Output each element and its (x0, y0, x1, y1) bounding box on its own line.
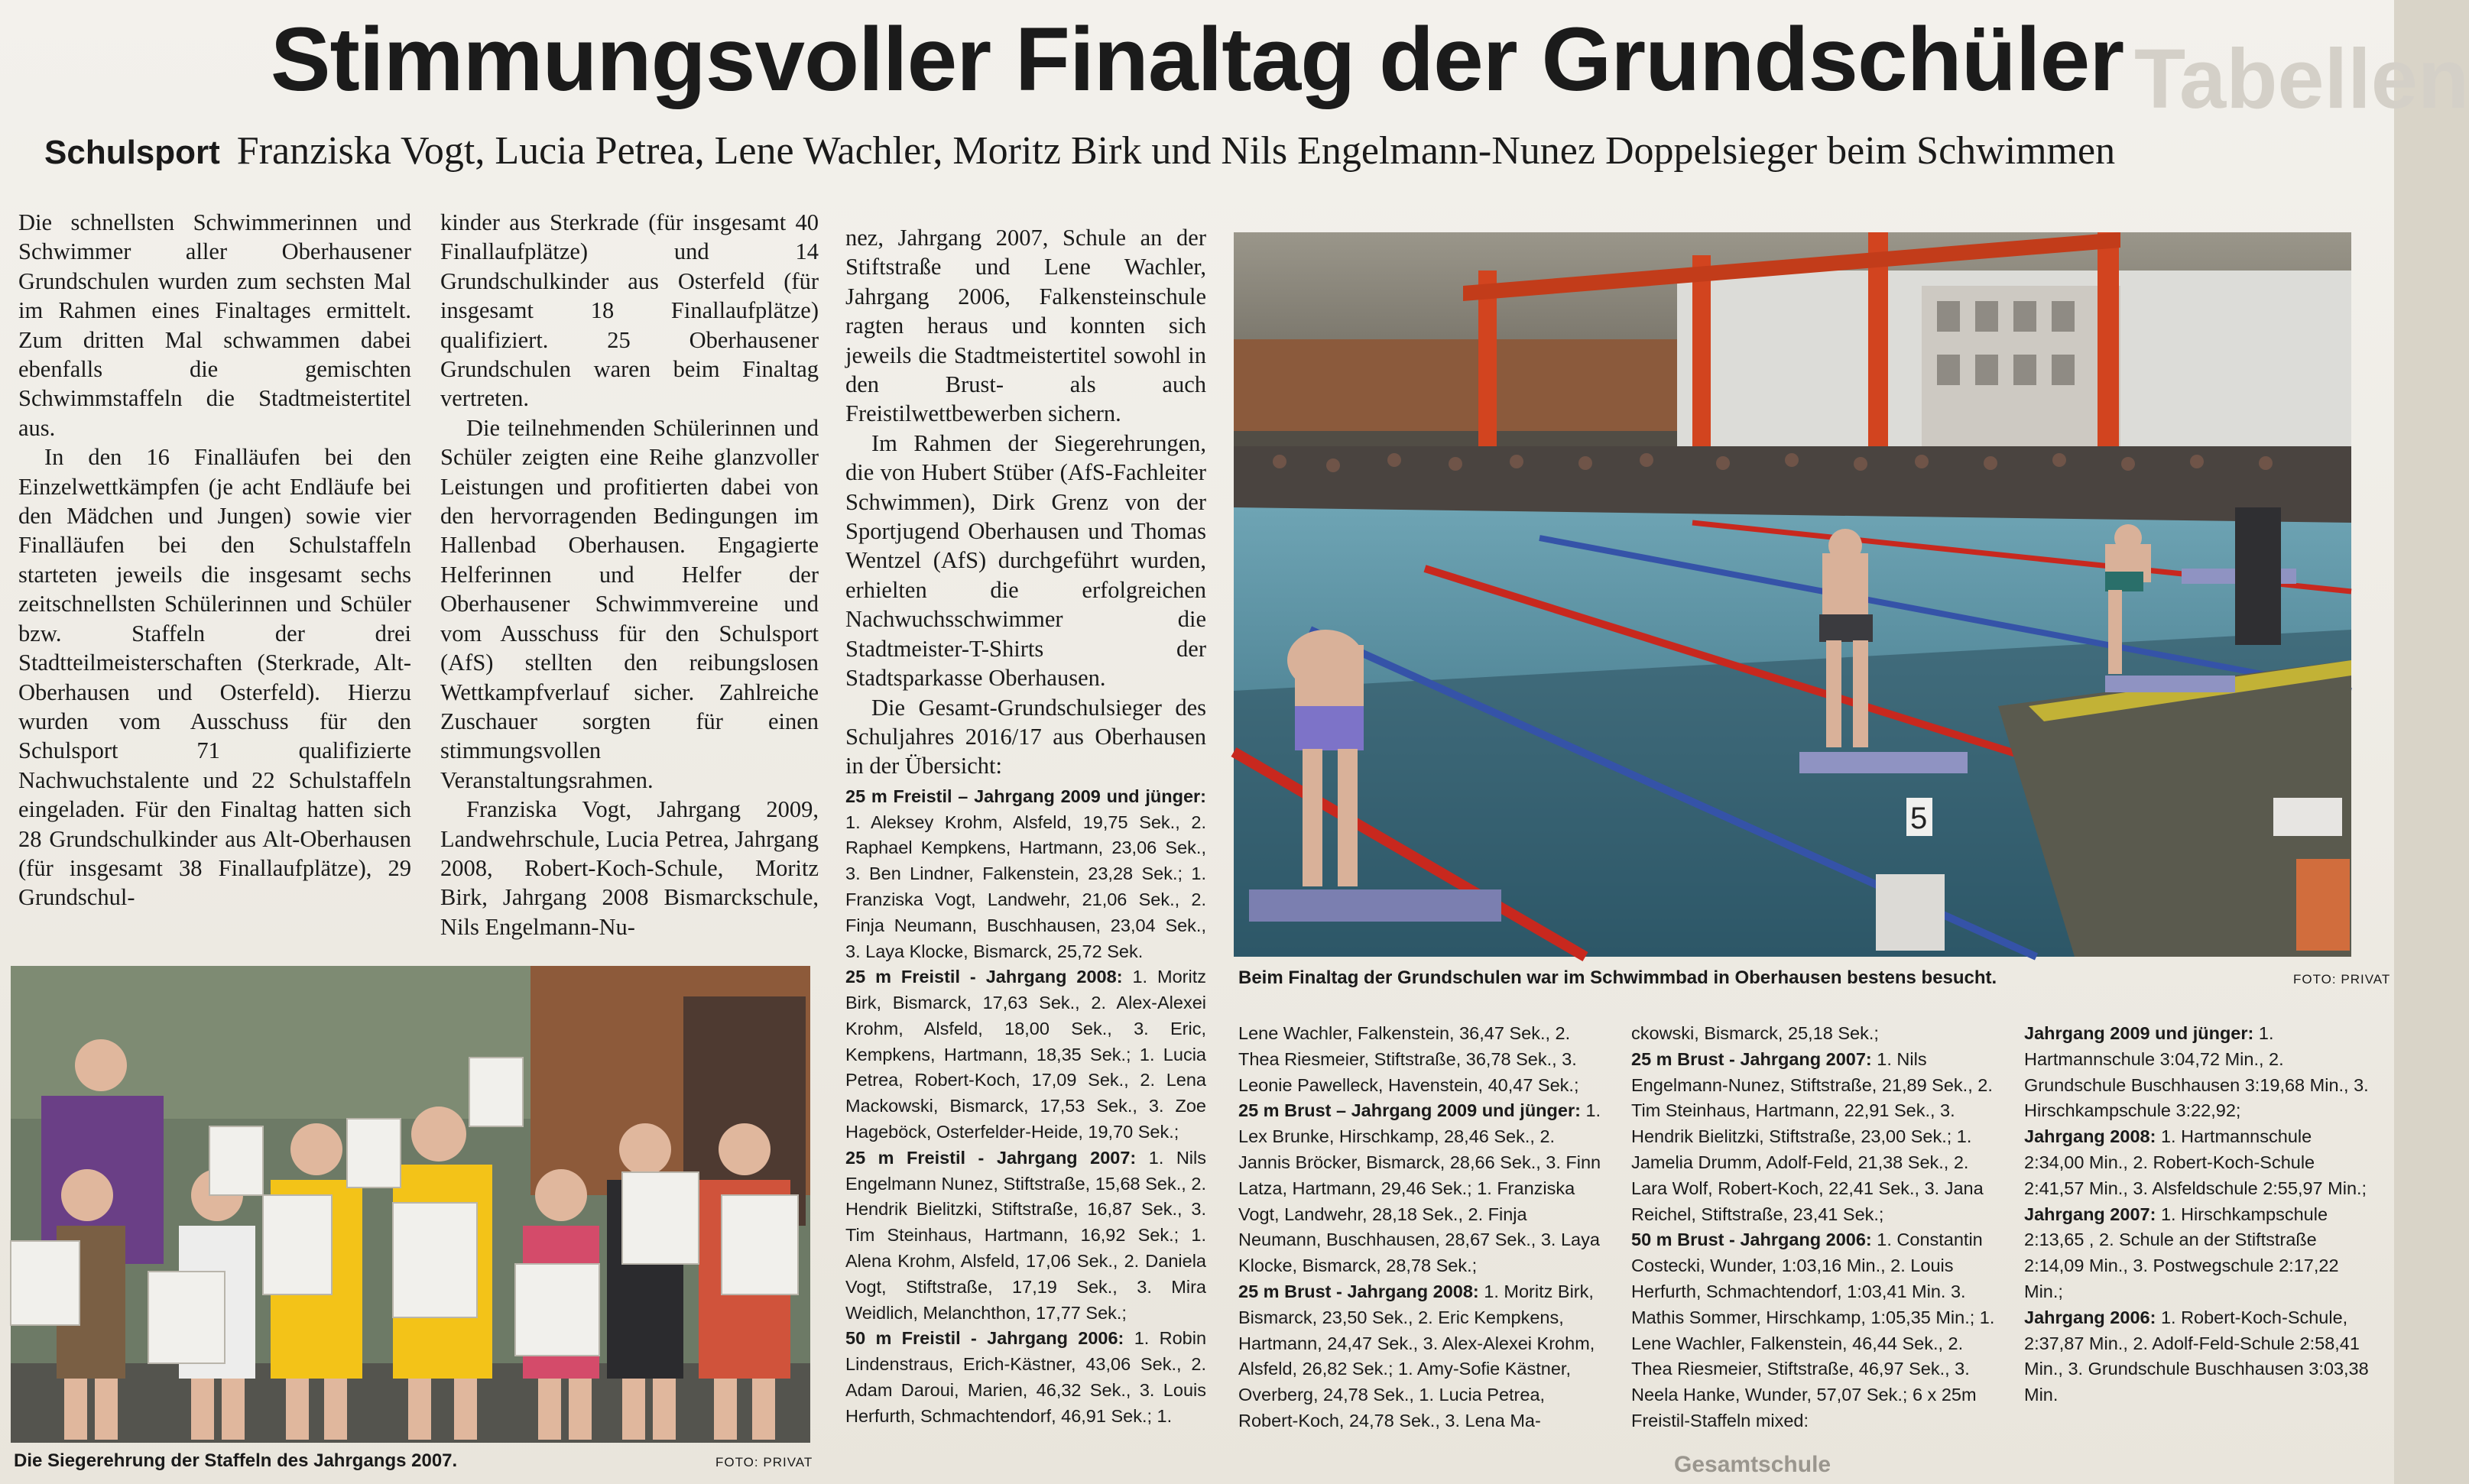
pool-illustration (1234, 232, 2351, 957)
result-text: 1. Constantin Costecki, Wunder, 1:03,16 Min., 2. Louis Herfurth, Schmachtendorf, 1:03,41 Min. 3. Mathis Sommer, Hirschkamp, 1:05,35 Min.; 1. Lene Wachler, Falkenstein, 46,44 Sek., 2. Thea Riesmeier, Stiftstraße, 46,97 Sek., 3. Neela Hanke, Wunder, 57,07 Sek.; 6 x 25m Freistil-Staffeln mixed: (1631, 1230, 1995, 1431)
result-heading: 50 m Freistil - Jahrgang 2006: (845, 1328, 1124, 1349)
pool-photo (1234, 232, 2351, 957)
result-entry (845, 1145, 1206, 1327)
kids-photo-credit: FOTO: PRIVAT (715, 1455, 813, 1469)
paragraph: Die schnellsten Schwimmerinnen und Schwimmer aller Oberhausener Grundschulen wurden zum sechsten Mal im Rahmen eines Finaltages ermittelt. Zum dritten Mal schwammen dabei ebenfalls die gemischten Schwimmstaffeln die Stadtmeistertitel aus. (18, 209, 411, 441)
result-entry (2024, 1202, 2376, 1305)
bucket (1876, 874, 1945, 951)
kids-illustration (11, 966, 810, 1443)
paragraph: Franziska Vogt, Jahrgang 2009, Landwehrschule, Lucia Petrea, Jahrgang 2008, Robert-Koch-Schule, Moritz Birk, Jahrgang 2008 Bismarckschule, Nils Engelmann-Nu- (440, 796, 819, 940)
starting-block (1249, 889, 1501, 922)
result-heading: 25 m Freistil - Jahrgang 2007: (845, 1147, 1137, 1168)
result-entry (1238, 1021, 1609, 1098)
paragraph: In den 16 Finalläufen bei den Einzelwettkämpfen (je acht Endläufe bei den Mädchen und Jungen) sowie vier Finalläufen bei den Schulstaffeln starteten jeweils die insgesamt sechs zeitschnellsten Schülerinnen und Schüler bzw. Staffeln der drei Stadtteilmeisterschaften (Sterkrade, Alt-Oberhausen und Osterfeld). Hierzu wurden vom Ausschuss für den Schulsport 71 qualifizierte Nachwuchstalente und 22 Schulstaffeln eingeladen. Für den Finaltag hatten sich 28 Grundschulkinder aus Alt-Oberhausen (für insgesamt 38 Finallaufplätze), 29 Grundschul- (18, 444, 411, 911)
result-text: ckowski, Bismarck, 25,18 Sek.; (1631, 1023, 1879, 1043)
result-heading: 25 m Freistil – Jahrgang 2009 und jünger: (845, 786, 1206, 806)
results-column-5 (1631, 1021, 2002, 1434)
spectator (2235, 507, 2281, 645)
result-entry (845, 784, 1206, 965)
result-heading: 25 m Brust – Jahrgang 2009 und jünger: (1238, 1100, 1581, 1121)
adjacent-headline-fragment: Tabellen (2134, 32, 2469, 126)
result-text: 1. Lex Brunke, Hirschkamp, 28,46 Sek., 2. Jannis Bröcker, Bismarck, 28,66 Sek., 3. Finn Latza, Hartmann, 29,46 Sek.; 1. Franziska Vogt, Landwehr, 28,18 Sek., 2. Finja Neumann, Buschhausen, 28,67 Sek., 3. Laya Klocke, Bismarck, 28,78 Sek.; (1238, 1100, 1601, 1276)
result-heading: Jahrgang 2009 und jünger: (2024, 1023, 2254, 1043)
subheadline-text: Franziska Vogt, Lucia Petrea, Lene Wachler, Moritz Birk und Nils Engelmann-Nunez Doppelsieger beim Schwimmen (236, 129, 2116, 173)
result-entry (2024, 1124, 2376, 1201)
result-text: 1. Moritz Birk, Bismarck, 23,50 Sek., 2. Eric Kempkens, Hartmann, 24,47 Sek., 3. Alex-Alexei Krohm, Alsfeld, 26,82 Sek.; 1. Amy-Sofie Kästner, Overberg, 24,78 Sek., 1. Lucia Petrea, Robert-Koch, 24,78 Sek., 3. Lena Ma- (1238, 1281, 1595, 1431)
starting-block (1799, 752, 1968, 773)
result-entry (845, 964, 1206, 1145)
article-column-1 (18, 208, 411, 912)
result-heading: Jahrgang 2008: (2024, 1126, 2156, 1147)
next-article-fragment: Gesamtschule (1674, 1452, 1831, 1477)
subheadline (44, 128, 2368, 173)
back-wall (1234, 339, 1677, 431)
starting-block (2105, 676, 2235, 692)
headline: Stimmungsvoller Finaltag der Grundschüler (270, 9, 2124, 110)
result-text: 1. Moritz Birk, Bismarck, 17,63 Sek., 2. Alex-Alexei Krohm, Alsfeld, 18,00 Sek., 3. Eric, Kempkens, Hartmann, 18,35 Sek.; 1. Lucia Petrea, Robert-Koch, 17,09 Sek., 2. Lena Mackowski, Bismarck, 17,53 Sek., 3. Zoe Hageböck, Osterfelder-Heide, 19,70 Sek.; (845, 967, 1207, 1142)
result-heading: Jahrgang 2007: (2024, 1204, 2156, 1224)
result-heading: 25 m Freistil - Jahrgang 2008: (845, 967, 1123, 987)
results-list (845, 784, 1206, 1430)
article-column-2 (440, 208, 819, 941)
paragraph: kinder aus Sterkrade (für insgesamt 40 Finallaufplätze) und 14 Grundschulkinder aus Osterfeld (für insgesamt 18 Finallaufplätze) qualifiziert. 25 Oberhausener Grundschulen waren beim Finaltag vertreten. (440, 209, 819, 412)
result-entry (1238, 1279, 1609, 1434)
result-text: Lene Wachler, Falkenstein, 36,47 Sek., 2. Thea Riesmeier, Stiftstraße, 36,78 Sek., 3. Leonie Pawelleck, Havenstein, 40,47 Sek.; (1238, 1023, 1579, 1095)
result-text: 1. Nils Engelmann Nunez, Stiftstraße, 15,68 Sek., 2. Hendrik Bielitzki, Stiftstraße, 16,87 Sek., 3. Tim Steinhaus, Hartmann, 16,92 Sek.; 1. Alena Krohm, Alsfeld, 17,06 Sek., 2. Daniela Vogt, Stiftstraße, 17,19 Sek., 3. Mira Weidlich, Melanchthon, 17,77 Sek.; (845, 1147, 1207, 1323)
result-heading: 50 m Brust - Jahrgang 2006: (1631, 1230, 1872, 1250)
paragraph: nez, Jahrgang 2007, Schule an der Stiftstraße und Lene Wachler, Jahrgang 2006, Falkensteinschule ragten heraus und konnten sich jeweils die Stadtmeistertitel sowohl in den Brust- als auch Freistilwettbewerben sichern. (845, 225, 1206, 427)
result-text: 1. Hartmannschule 2:34,00 Min., 2. Robert-Koch-Schule 2:41,57 Min., 3. Alsfeldschule 2:55,97 Min.; (2024, 1126, 2367, 1198)
lane-number: 5 (1910, 802, 1928, 835)
results-column-4 (1238, 1021, 1609, 1434)
kids-photo (11, 966, 810, 1443)
paragraph: Die Gesamt-Grundschulsieger des Schuljahres 2016/17 aus Oberhausen in der Übersicht: (845, 694, 1206, 779)
result-text: 1. Hirschkampschule 2:13,65 , 2. Schule an der Stiftstraße 2:14,09 Min., 3. Postwegschule 2:17,22 Min.; (2024, 1204, 2339, 1301)
result-entry (1631, 1047, 2002, 1228)
result-text: 1. Hartmannschule 3:04,72 Min., 2. Grundschule Buschhausen 3:19,68 Min., 3. Hirschkampschule 3:22,92; (2024, 1023, 2369, 1121)
result-entry (1238, 1098, 1609, 1279)
result-entry (2024, 1021, 2376, 1124)
paragraph: Die teilnehmenden Schülerinnen und Schüler zeigten eine Reihe glanzvoller Leistungen und profitierten dabei von den hervorragenden Bedingungen im Hallenbad Oberhausen. Engagierte Helferinnen und Helfer der Oberhausener Schwimmvereine und vom Ausschuss für den Schulsport (AfS) stellten den reibungslosen Wettkampfverlauf sicher. Zahlreiche Zuschauer sorgten für einen stimmungsvollen Veranstaltungsrahmen. (440, 414, 819, 793)
chair (2273, 798, 2342, 836)
result-text: 1. Aleksey Krohm, Alsfeld, 19,75 Sek., 2. Raphael Kempkens, Hartmann, 23,06 Sek., 3. Ben Lindner, Falkenstein, 23,28 Sek.; 1. Franziska Vogt, Landwehr, 21,06 Sek., 2. Finja Neumann, Buschhausen, 23,04 Sek., 3. Laya Klocke, Bismarck, 25,72 Sek. (845, 812, 1206, 961)
paragraph: Im Rahmen der Siegerehrungen, die von Hubert Stüber (AfS-Fachleiter Schwimmen), Dirk Grenz von der Sportjugend Oberhausen und Thomas Wentzel (AfS) durchgeführt wurden, erhielten die erfolgreichen Nachwuchsschwimmer die Stadtmeister-T-Shirts der Stadtsparkasse Oberhausen. (845, 429, 1206, 692)
kids-photo-caption: Die Siegerehrung der Staffeln des Jahrgangs 2007. (14, 1450, 458, 1471)
article-column-3 (845, 223, 1206, 1430)
result-heading: Jahrgang 2006: (2024, 1307, 2156, 1327)
result-text: 1. Nils Engelmann-Nunez, Stiftstraße, 21,89 Sek., 2. Tim Steinhaus, Hartmann, 22,91 Sek., 3. Hendrik Bielitzki, Stiftstraße, 23,00 Sek.; 1. Jamelia Drumm, Adolf-Feld, 21,38 Sek., 2. Lara Wolf, Robert-Koch, 22,41 Sek., 3. Jana Reichel, Stiftstraße, 23,41 Sek.; (1631, 1048, 1993, 1224)
result-heading: 25 m Brust - Jahrgang 2007: (1631, 1048, 1872, 1069)
pool-photo-caption: Beim Finaltag der Grundschulen war im Schwimmbad in Oberhausen bestens besucht. (1238, 967, 1997, 988)
result-heading: 25 m Brust - Jahrgang 2008: (1238, 1281, 1479, 1301)
result-text: 1. Robert-Koch-Schule, 2:37,87 Min., 2. Adolf-Feld-Schule 2:58,41 Min., 3. Grundschule Buschhausen 3:03,38 Min. (2024, 1307, 2369, 1405)
kicker: Schulsport (44, 134, 220, 171)
results-column-6 (2024, 1021, 2376, 1408)
result-entry (845, 1326, 1206, 1429)
pool-photo-credit: FOTO: PRIVAT (2293, 972, 2391, 987)
result-entry (2024, 1305, 2376, 1408)
result-text: 1. Robin Lindenstraus, Erich-Kästner, 43,06 Sek., 2. Adam Daroui, Marien, 46,32 Sek., 3. Louis Herfurth, Schmachtendorf, 46,91 Sek.; 1. (845, 1328, 1207, 1426)
result-entry (1631, 1227, 2002, 1434)
result-entry (1631, 1021, 2002, 1047)
